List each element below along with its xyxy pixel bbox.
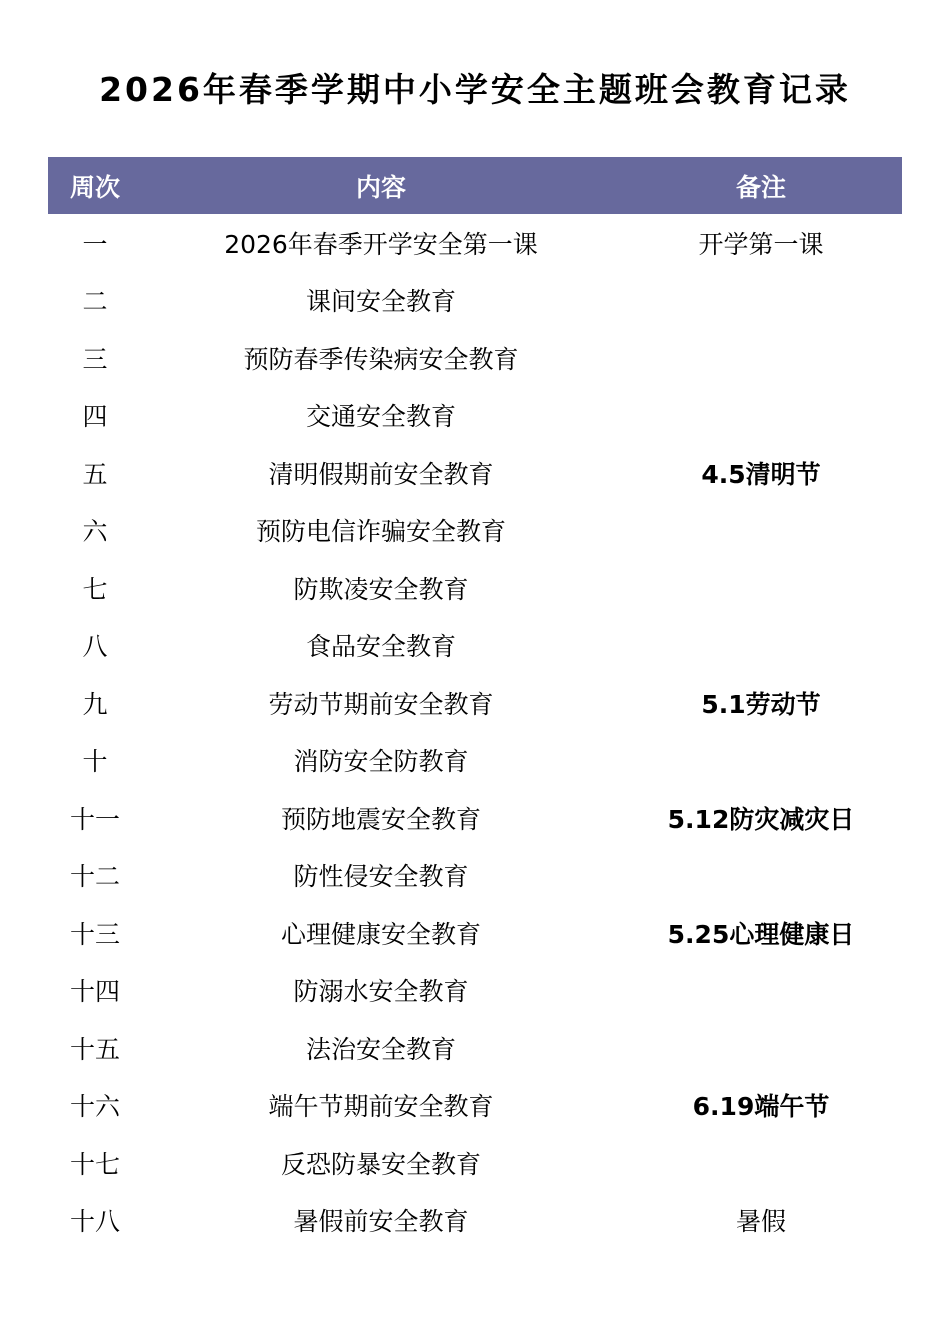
table-row [48,847,902,905]
table-row [48,1077,902,1135]
note-cell: 5.25心理健康日 [667,919,855,949]
table-row [48,1134,902,1192]
table-row [48,789,902,847]
note-cell [620,732,902,790]
week-cell: 七 [82,574,108,604]
note-cell [620,329,902,387]
content-cell: 暑假前安全教育 [293,1207,469,1237]
note-cell [620,559,902,617]
content-cell: 预防电信诈骗安全教育 [255,517,506,547]
table-row [48,444,902,502]
table-row [48,559,902,617]
table-row [48,1192,902,1250]
table-row [48,617,902,675]
note-cell: 开学第一课 [698,229,824,259]
week-cell: 六 [82,517,108,547]
content-cell: 心理健康安全教育 [280,919,481,949]
page-title: 2026年春季学期中小学安全主题班会教育记录 [99,70,851,109]
note-cell [620,617,902,675]
note-cell [620,387,902,445]
schedule-table [48,157,902,1249]
note-cell [620,272,902,330]
table-row [48,674,902,732]
week-cell: 十八 [69,1207,120,1237]
header-week: 周次 [69,172,120,202]
content-cell: 防溺水安全教育 [293,977,469,1007]
content-cell: 端午节期前安全教育 [268,1092,494,1122]
content-cell: 课间安全教育 [305,287,456,317]
week-cell: 一 [82,229,108,259]
week-cell: 十一 [69,804,120,834]
header-note: 备注 [735,172,786,202]
table-row [48,502,902,560]
note-cell [620,1134,902,1192]
week-cell: 三 [82,344,108,374]
content-cell: 劳动节期前安全教育 [268,689,494,719]
week-cell: 十七 [69,1149,120,1179]
table-row [48,329,902,387]
content-cell: 反恐防暴安全教育 [280,1149,481,1179]
content-cell: 预防地震安全教育 [280,804,481,834]
table-row [48,732,902,790]
content-cell: 防欺凌安全教育 [293,574,469,604]
table-row [48,387,902,445]
content-cell: 消防安全防教育 [293,747,469,777]
content-cell: 2026年春季开学安全第一课 [224,229,538,259]
table-row [48,214,902,272]
content-cell: 交通安全教育 [305,402,456,432]
content-cell: 清明假期前安全教育 [268,459,494,489]
table-row [48,962,902,1020]
week-cell: 二 [82,287,108,317]
week-cell: 八 [82,632,108,662]
note-cell [620,1019,902,1077]
week-cell: 十三 [69,919,120,949]
note-cell: 6.19端午节 [692,1092,830,1122]
header-content: 内容 [355,172,406,202]
content-cell: 预防春季传染病安全教育 [243,344,519,374]
week-cell: 十二 [69,862,120,892]
note-cell [620,962,902,1020]
week-cell: 四 [82,402,108,432]
note-cell [620,502,902,560]
table-row [48,272,902,330]
content-cell: 法治安全教育 [305,1034,456,1064]
note-cell: 5.1劳动节 [701,689,821,719]
week-cell: 十五 [69,1034,120,1064]
content-cell: 食品安全教育 [305,632,456,662]
title-area [48,48,902,154]
table-row [48,904,902,962]
content-cell: 防性侵安全教育 [293,862,469,892]
note-cell [620,847,902,905]
week-cell: 十 [82,747,108,777]
table-row [48,1019,902,1077]
week-cell: 九 [82,689,108,719]
week-cell: 十四 [69,977,120,1007]
week-cell: 五 [82,459,108,489]
note-cell: 5.12防灾减灾日 [667,804,855,834]
table-header-row [48,157,902,214]
week-cell: 十六 [69,1092,120,1122]
note-cell: 4.5清明节 [701,459,821,489]
note-cell: 暑假 [735,1207,786,1237]
